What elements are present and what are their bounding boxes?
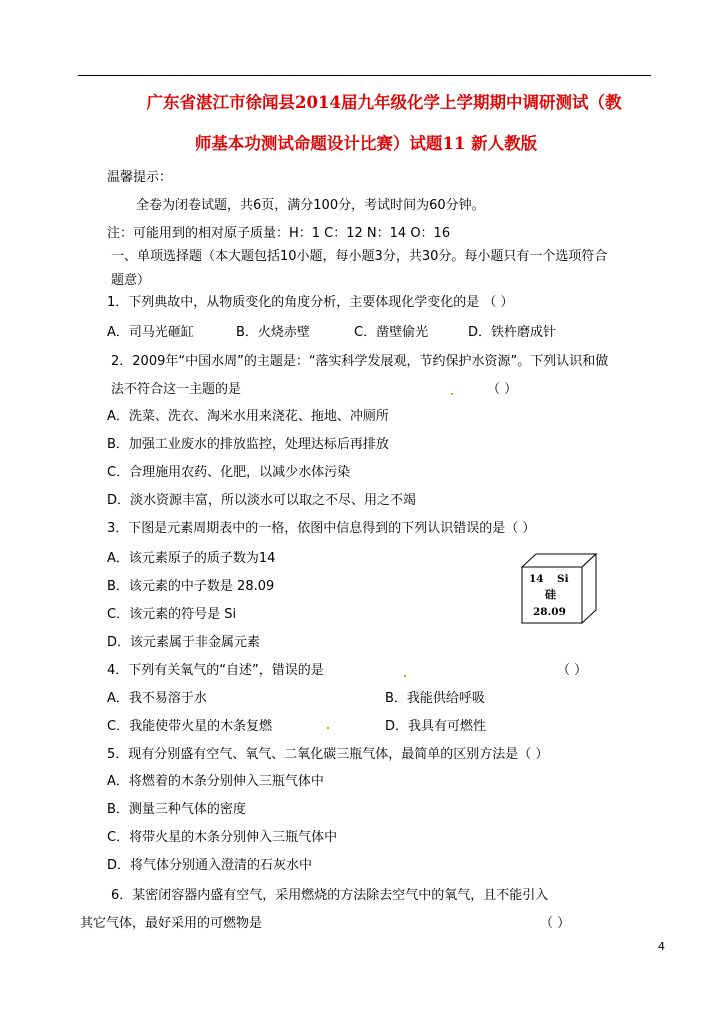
title-line-1: 广东省湛江市徐闻县2014届九年级化学上学期期中调研测试（教: [146, 93, 622, 112]
q4-option-a: A．我不易溶于水: [107, 691, 207, 706]
q3-option-c: C．该元素的符号是 Si: [107, 607, 237, 622]
q4-option-c: C．我能使带火星的木条复燃: [107, 719, 273, 734]
stray-dot: [404, 675, 406, 677]
title-line-2: 师基本功测试命题设计比赛）试题11 新人教版: [194, 134, 538, 153]
question-6-stem-cont: 其它气体，最好采用的可燃物是: [80, 916, 263, 931]
q2-answer-paren: （ ）: [487, 382, 518, 397]
question-5-stem: 5．现有分别盛有空气、氧气、二氧化碳三瓶气体，最简单的区别方法是（ ）: [107, 747, 549, 762]
atomic-mass-note: 注：可能用到的相对原子质量：H：1 C：12 N：14 O：16: [107, 226, 451, 241]
q5-option-d: D．将气体分别通入澄清的石灰水中: [107, 858, 313, 873]
q6-answer-paren: （ ）: [540, 916, 571, 931]
q1-option-a: A．司马光砸缸: [107, 325, 194, 340]
cell-atomic-mass: 28.09: [533, 606, 566, 618]
q1-option-d: D．铁杵磨成针: [468, 325, 557, 340]
periodic-table-cell: [520, 553, 598, 625]
cell-name: 硅: [545, 588, 556, 601]
stray-dot: [327, 727, 329, 729]
tips-body: 全卷为闭卷试题，共6页，满分100分，考试时间为60分钟。: [136, 198, 485, 213]
cell-atomic-number: 14: [529, 573, 544, 585]
question-2-stem: 2．2009年“中国水周”的主题是：“落实科学发展观，节约保护水资源”。下列认识和做: [111, 354, 609, 369]
q2-option-d: D．淡水资源丰富，所以淡水可以取之不尽、用之不竭: [107, 493, 417, 508]
q5-option-b: B．测量三种气体的密度: [107, 802, 246, 817]
page-number: 4: [658, 940, 665, 953]
q4-answer-paren: （ ）: [557, 663, 588, 678]
section-heading: 一、单项选择题（本大题包括10小题，每小题3分，共30分。每小题只有一个选项符合: [111, 249, 608, 264]
header-rule: [78, 75, 651, 76]
q3-option-a: A．该元素原子的质子数为14: [107, 551, 276, 566]
q1-option-b: B．火烧赤壁: [236, 325, 310, 340]
q2-option-b: B．加强工业废水的排放监控，处理达标后再排放: [107, 437, 389, 452]
section-heading-cont: 题意）: [111, 273, 151, 288]
periodic-cell-drawing: [520, 553, 598, 625]
question-6-stem: 6．某密闭容器内盛有空气，采用燃烧的方法除去空气中的氧气，且不能引入: [111, 888, 549, 903]
q3-option-b: B．该元素的中子数是 28.09: [107, 579, 275, 594]
q2-option-a: A．洗菜、洗衣、淘米水用来浇花、拖地、冲厕所: [107, 409, 389, 424]
tips-heading: 温馨提示：: [107, 170, 173, 185]
q1-option-c: C．凿壁偷光: [354, 325, 429, 340]
q4-option-d: D．我具有可燃性: [385, 719, 487, 734]
question-1-stem: 1．下列典故中，从物质变化的角度分析，主要体现化学变化的是 （ ）: [107, 295, 514, 310]
q5-option-c: C．将带火星的木条分别伸入三瓶气体中: [107, 830, 338, 845]
cell-symbol: Si: [557, 573, 569, 585]
question-2-stem-cont: 法不符合这一主题的是: [111, 382, 242, 397]
q2-option-c: C．合理施用农药、化肥，以减少水体污染: [107, 465, 351, 480]
q3-option-d: D．该元素属于非金属元素: [107, 635, 261, 650]
question-4-stem: 4．下列有关氧气的“自述”，错误的是: [107, 663, 324, 678]
q4-option-b: B．我能供给呼吸: [385, 691, 485, 706]
stray-dot: [451, 393, 453, 395]
question-3-stem: 3．下图是元素周期表中的一格，依图中信息得到的下列认识错误的是（ ）: [107, 521, 536, 536]
q5-option-a: A．将燃着的木条分别伸入三瓶气体中: [107, 774, 324, 789]
